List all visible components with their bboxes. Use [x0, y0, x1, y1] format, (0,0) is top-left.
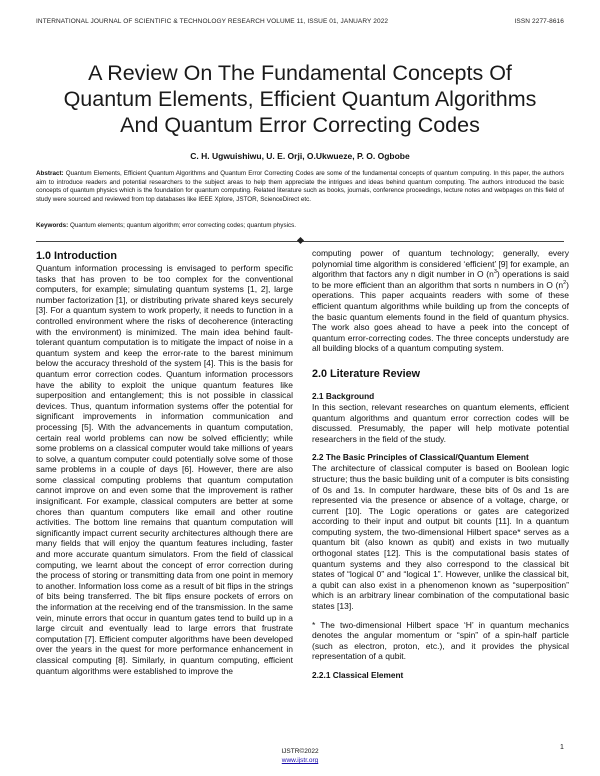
section-heading-literature-review: 2.0 Literature Review — [312, 367, 421, 380]
basic-principles-body: The architecture of classical computer is based on Boolean logic structure; thus the basic building unit of a computer is bits consisting of 0s and 1s. In computer hardware, these bits of 0s and 1s are represented via the presence or absence of a voltage, charge, or current [10]. The Logic operations or gates are categorized according to their input and output bit counts [11]. In a quantum computing system, the two-dimensional Hilbert space* serves as a quantum bit (also known as qubit) and exists in two mutually orthogonal states [12]. This is the computational basis states of quantum systems and they also correspond to the classical bit states of “logical 0” and “logical 1”. However, unlike the classical bit, a qubit can also exist in a phenomenon known as “superposition” which is an arbitrary linear combination of the computational basic states [13]. — [312, 463, 569, 612]
section-divider — [36, 238, 564, 244]
abstract — [36, 170, 564, 204]
subsection-heading-basic-principles: 2.2 The Basic Principles of Classical/Quantum Element — [312, 452, 529, 463]
author-list: C. H. Ugwuishiwu, U. E. Orji, O.Ukwueze, P. O. Ogbobe — [190, 151, 410, 161]
introduction-body: Quantum information processing is envisaged to perform specific tasks that has proven to be too complex for the conventional computers, for example; simulating quantum systems [1, 2], large number factorization [1], or distributing private shared keys securely [3]. For a quantum system to work properly, it needs to function in a controlled environment where the risks of decoherence (interacting with the environment) is minimized. The main idea behind fault-tolerant quantum computation is to mitigate the impact of noise in a quantum system and keep the error-rate to the barest minimum below the accuracy threshold of the system [4]. This is the basis for quantum error correction codes. Quantum information processors have the ability to exploit the unique quantum features like superposition and entanglement; this is not possible in classical devices. Thus, quantum information systems offer the potential for significant improvements in information communication and processing [5]. With the advancements in quantum computation, certain real world problems can now be solved efficiently; while some problems on a classical computer would take millions of years to solve, a quantum computer could potentially solve some of those same problems in a couple of days [6]. However, there are also some classical computing problems that quantum computation cannot improve on and even some that the improvement is rather insignificant. For example, classical computers are better at some chores than quantum computers like email and other routine activities. The bottom line remains that quantum computation will significantly impact current security architectures although there are many fields that will enjoy the quantum features including, faster and more accurate quantum simulators. From the field of classical computing, we learnt about the concept of error correction during the process of storing or transmitting data from one point in memory to another. Information loss come as a result of bit flips in the strings of bits being transferred. The bit flips ensure pockets of errors on the information at the receiving end of the transmission. In the same vein, minute errors that occur in quantum gates tend to build up in a large circuit and eventually lead to large errors that frustrate computation [7]. Efficient computer algorithms have been developed over the years in the quest for more performance enhancement in classical computing [8]. Similarly, in quantum computing, efficient quantum algorithms were established to improve the — [36, 263, 293, 676]
subsection-heading-background: 2.1 Background — [312, 390, 375, 401]
keywords — [36, 222, 564, 229]
superscript-2: 2 — [563, 279, 567, 286]
journal-header: INTERNATIONAL JOURNAL OF SCIENTIFIC & TECHNOLOGY RESEARCH VOLUME 11, ISSUE 01, JANUARY 2022 — [36, 18, 389, 25]
footnote-hilbert-space: * The two-dimensional Hilbert space ‘H’ in quantum mechanics denotes the angular momentum or “spin” of a spin-half particle (such as electron, proton, etc.), and it provides the physical representation of a qubit. — [312, 619, 569, 662]
title-line-3: And Quantum Error Correcting Codes — [120, 113, 480, 137]
continuation-text-c: ) operations. This paper acquaints readers with some of these efficient quantum algorithms while building up from the concepts of the basic quantum elements found in the field of quantum physics. The work also goes ahead to have a peek into the concept of quantum error-correcting codes. The three concepts understudy are all building blocks of a quantum computing system. — [312, 279, 569, 354]
title-line-1: A Review On The Fundamental Concepts Of — [88, 61, 512, 85]
running-header — [36, 18, 564, 25]
background-body: In this section, relevant researches on quantum elements, efficient quantum algorithms and quantum error correction codes will be discussed. Presumably, the paper will help motivate potential researchers in the field of the study. — [312, 401, 569, 444]
superscript-3: 3 — [493, 269, 497, 276]
abstract-label: Abstract: — [36, 170, 64, 177]
page-number: 1 — [560, 744, 564, 751]
section-heading-introduction: 1.0 Introduction — [36, 250, 117, 262]
footer-url-link[interactable]: www.ijstr.org — [281, 757, 319, 764]
abstract-text: Quantum Elements, Efficient Quantum Algorithms and Quantum Error Correcting Codes are some of the fundamental concepts of quantum computing. In this paper, the authors aim to introduce readers and potential researchers to the subject areas to help them appreciate the intrigues and ideas behind quantum computing. The authors introduced the basic concepts of quantum physics which is the foundation for quantum computing. Related literature such as books, journals, conference proceedings, lecture notes and webpages on this field of study were sourced and reviewed from top databases like IEEE Xplore, JSTOR, ScienceDirect etc. — [36, 170, 564, 203]
subsection-heading-classical-element: 2.2.1 Classical Element — [312, 670, 404, 680]
keywords-text: Quantum elements; quantum algorithm; error correcting codes; quantum physics. — [68, 222, 297, 229]
right-column — [312, 248, 569, 681]
keywords-label: Keywords: — [36, 222, 69, 229]
introduction-continuation — [312, 248, 569, 354]
footer-url-wrapper — [0, 757, 600, 764]
continuation-text-b: ) operations is said to be more efficient than an algorithm that sorts n numbers in O (n — [312, 269, 569, 290]
title-line-2: Quantum Elements, Efficient Quantum Algorithms — [63, 87, 537, 111]
continuation-text-a: computing power of quantum technology; generally, every polynomial time algorithm is considered ‘efficient’ [9] for example, an algorithm that factors any n digit number in O (n — [312, 248, 569, 280]
left-column — [36, 250, 293, 676]
diamond-icon — [297, 237, 304, 244]
issn-header: ISSN 2277-8616 — [514, 18, 564, 25]
footer-copyright: IJSTR©2022 — [281, 748, 319, 755]
paper-title — [40, 60, 560, 138]
